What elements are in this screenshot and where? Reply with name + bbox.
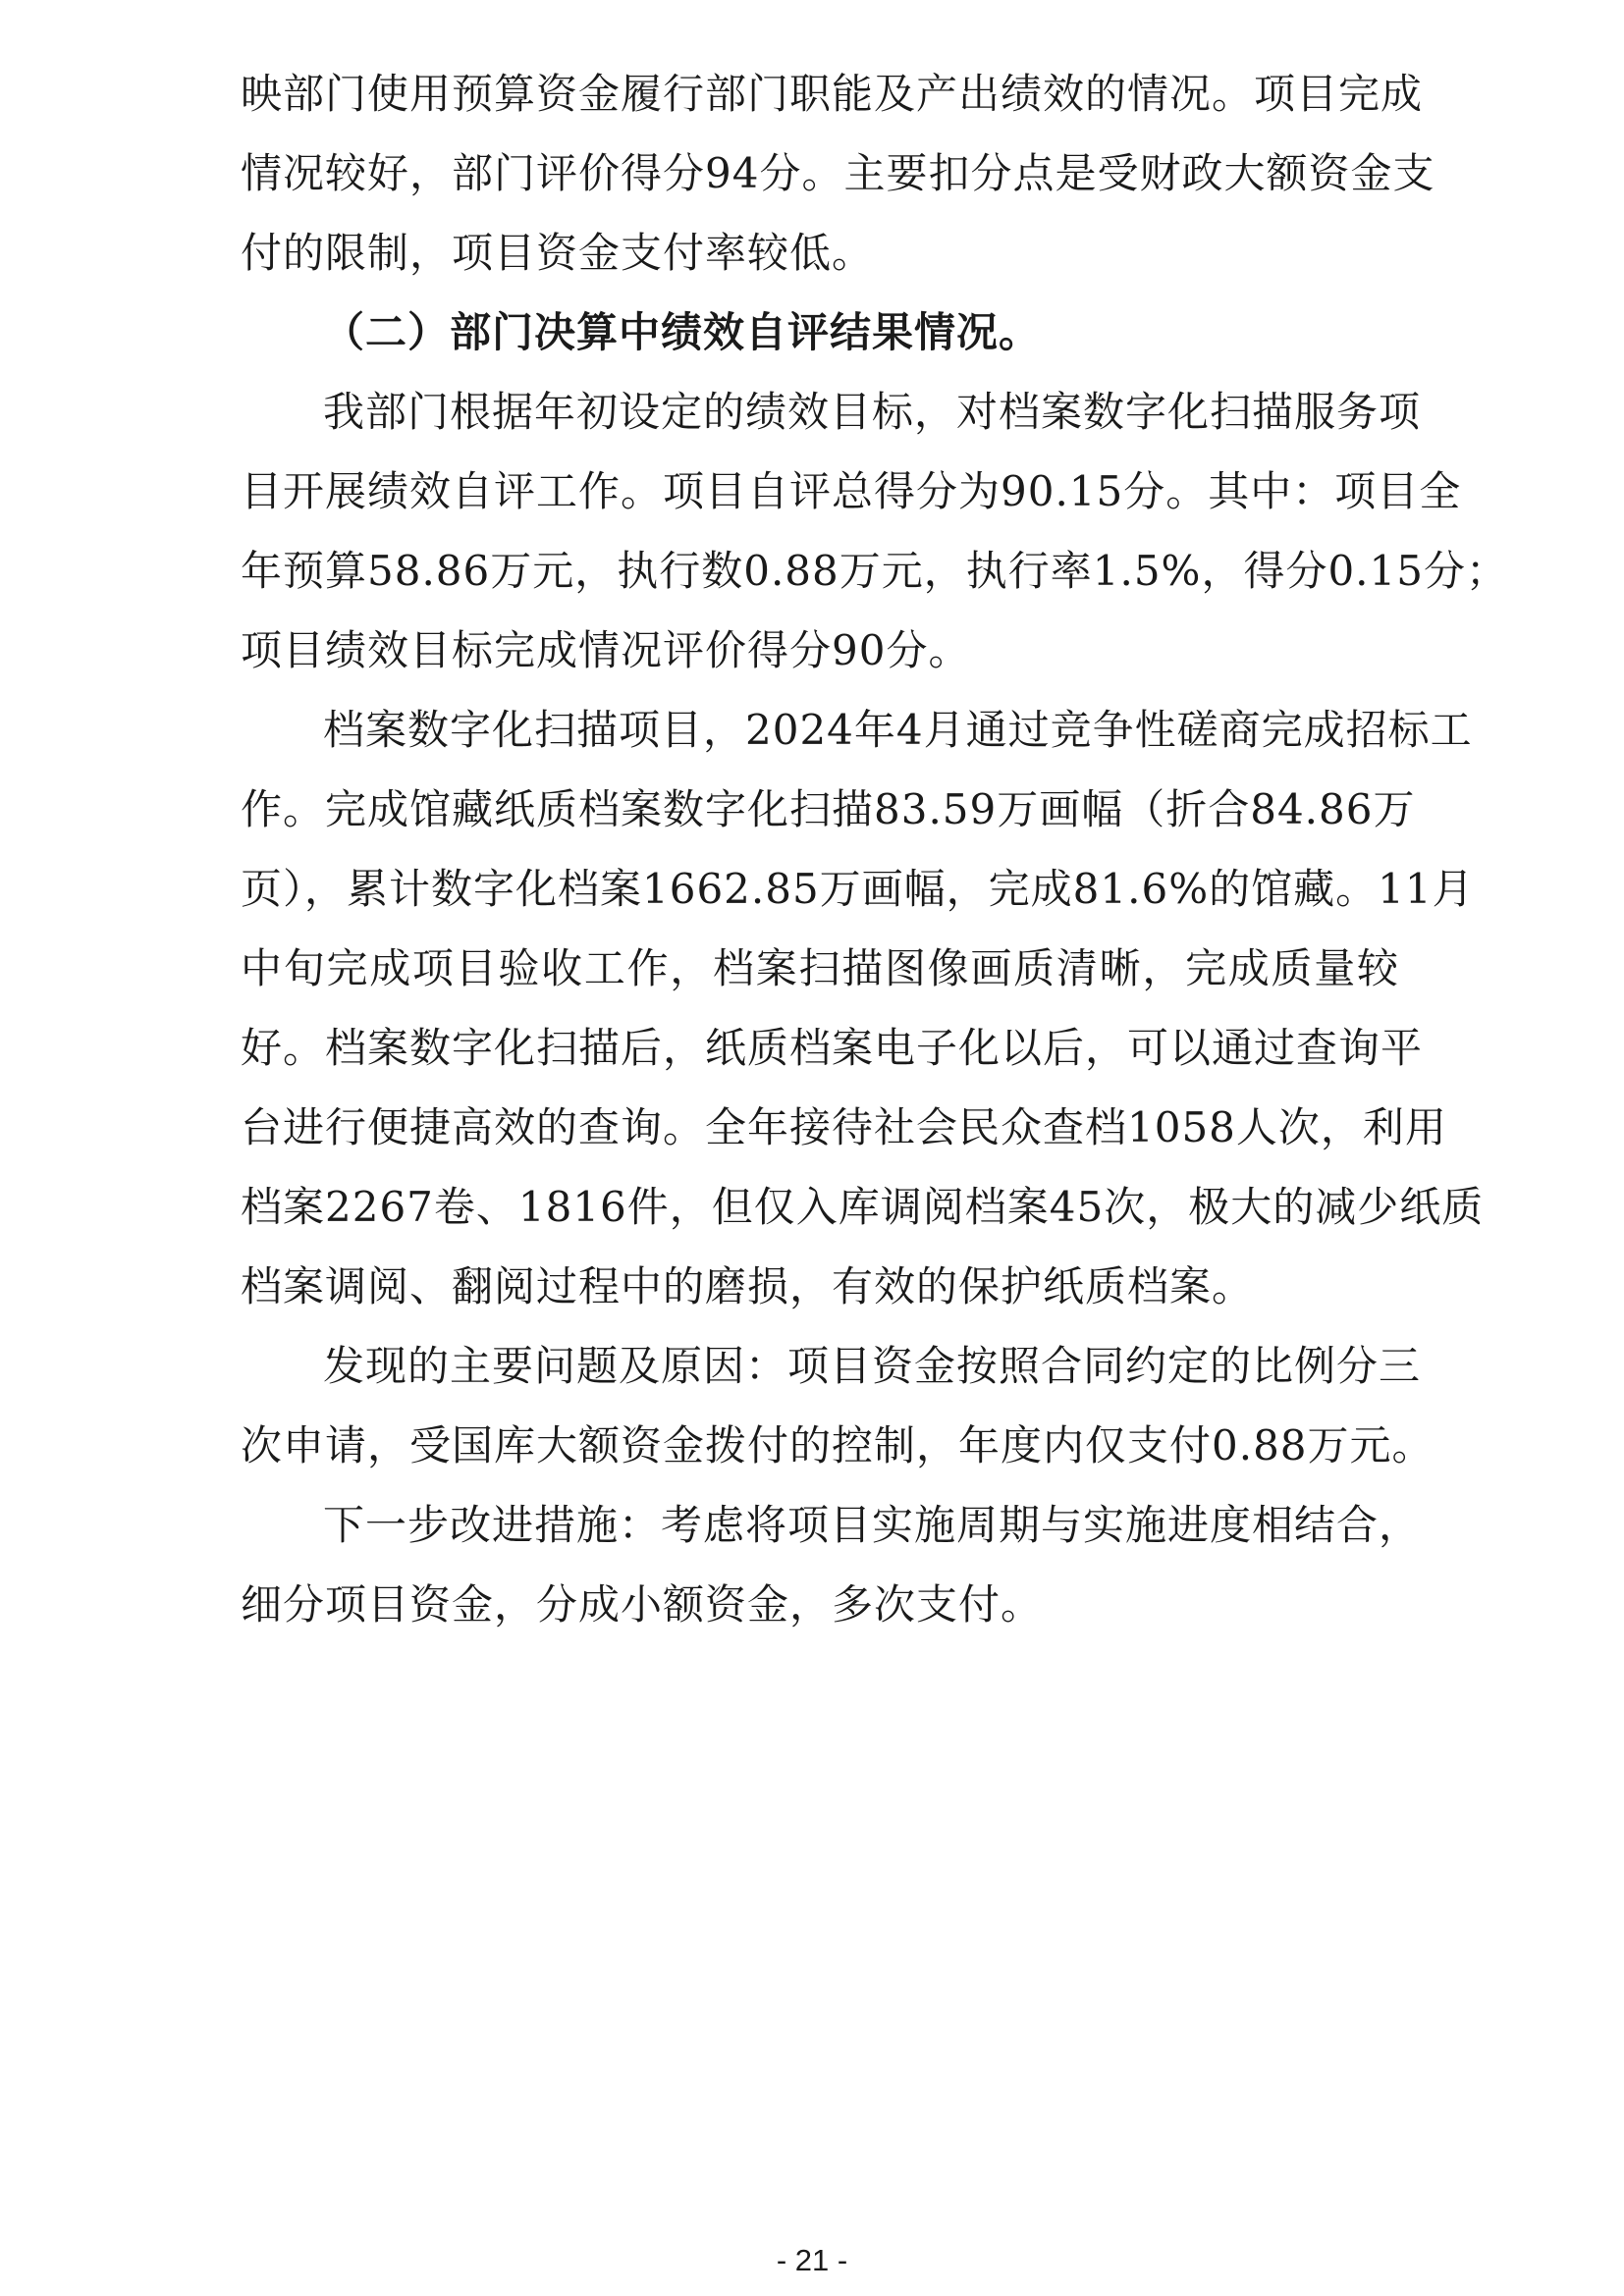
paragraph-line: 档案2267卷、1816件，但仅入库调阅档案45次，极大的减少纸质: [241, 1183, 1485, 1231]
paragraph-line: 映部门使用预算资金履行部门职能及产出绩效的情况。项目完成: [241, 70, 1424, 118]
section-heading: （二）部门决算中绩效自评结果情况。: [323, 308, 1042, 356]
paragraph-line: 页），累计数字化档案1662.85万画幅，完成81.6%的馆藏。11月: [241, 865, 1475, 913]
paragraph-line: 情况较好，部门评价得分94分。主要扣分点是受财政大额资金支: [241, 149, 1435, 197]
paragraph-line: 中旬完成项目验收工作，档案扫描图像画质清晰，完成质量较: [241, 944, 1399, 992]
paragraph-line: 下一步改进措施：考虑将项目实施周期与实施进度相结合，: [323, 1501, 1422, 1549]
paragraph-line: 发现的主要问题及原因：项目资金按照合同约定的比例分三: [323, 1342, 1422, 1390]
paragraph-line: 台进行便捷高效的查询。全年接待社会民众查档1058人次，利用: [241, 1103, 1447, 1151]
paragraph-line: 细分项目资金，分成小额资金，多次支付。: [241, 1580, 1044, 1629]
paragraph-line: 档案数字化扫描项目，2024年4月通过竞争性磋商完成招标工: [323, 706, 1473, 754]
document-body: [241, 54, 1508, 1644]
paragraph-line: 作。完成馆藏纸质档案数字化扫描83.59万画幅（折合84.86万: [241, 785, 1416, 833]
paragraph-line: 项目绩效目标完成情况评价得分90分。: [241, 626, 971, 674]
paragraph-line: 年预算58.86万元，执行数0.88万元，执行率1.5%，得分0.15分；: [241, 547, 1508, 595]
paragraph-line: 次申请，受国库大额资金拨付的控制，年度内仅支付0.88万元。: [241, 1421, 1435, 1469]
paragraph-line: 好。档案数字化扫描后，纸质档案电子化以后，可以通过查询平: [241, 1024, 1424, 1072]
paragraph-line: 档案调阅、翻阅过程中的磨损，有效的保护纸质档案。: [241, 1262, 1255, 1310]
paragraph-line: 目开展绩效自评工作。项目自评总得分为90.15分。其中：项目全: [241, 467, 1462, 515]
paragraph-line: 我部门根据年初设定的绩效目标，对档案数字化扫描服务项: [323, 388, 1422, 436]
page-number: - 21 -: [776, 2243, 848, 2277]
paragraph-line: 付的限制，项目资金支付率较低。: [241, 229, 875, 277]
